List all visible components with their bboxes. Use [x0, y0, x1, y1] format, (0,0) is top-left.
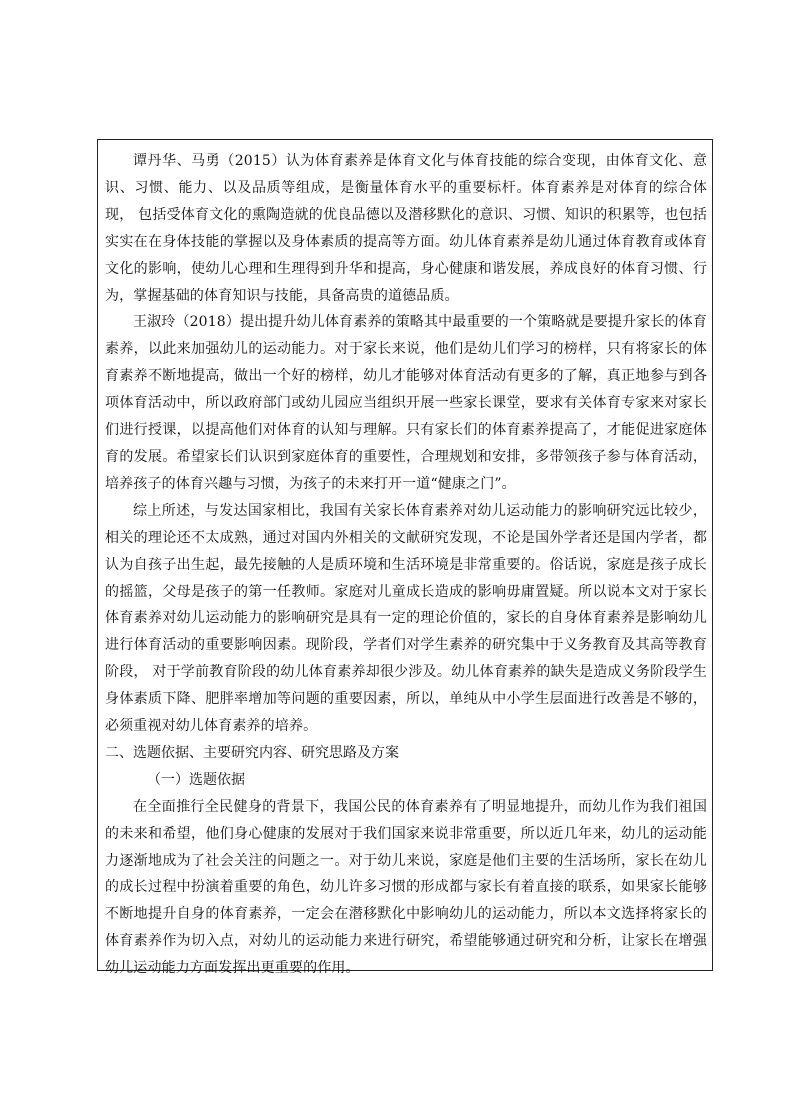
content-frame: [97, 139, 713, 977]
paragraph-summary: 综上所述，与发达国家相比，我国有关家长体育素养对幼儿运动能力的影响研究远比较少，相关的理论还不太成熟，通过对国内外相关的文献研究发现，不论是国外学者还是国内学者，都认为自孩子出生起，最先接触的人是质环境和生活环境是非常重要的。俗话说，家庭是孩子成长的摇篮，父母是孩子的第一任教师。家庭对儿童成长造成的影响毋庸置疑。所以说本文对于家长体育素养对幼儿运动能力的影响研究是具有一定的理论价值的，家长的自身体育素养是影响幼儿进行体育活动的重要影响因素。现阶段，学者们对学生素养的研究集中于义务教育及其高等教育阶段， 对于学前教育阶段的幼儿体育素养却很少涉及。幼儿体育素养的缺失是造成义务阶段学生身体素质下降、肥胖率增加等问题的重要因素，所以，单纯从中小学生层面进行改善是不够的，必须重视对幼儿体育素养的培养。: [105, 502, 707, 735]
subsection-heading: （一）选题依据: [147, 771, 245, 788]
paragraph-tan-danhua: 谭丹华、马勇（2015）认为体育素养是体育文化与体育技能的综合变现，由体育文化、意识、习惯、能力、以及品质等组成，是衡量体育水平的重要标杆。体育素养是对体育的综合体现， 包括受体育文化的熏陶造就的优良品德以及潜移默化的意识、习惯、知识的积累等，也包括实实在在身体技能的掌握以及身体素质的提高等方面。幼儿体育素养是幼儿通过体育教育或体育文化的影响，使幼儿心理和生理得到升华和提高，身心健康和谐发展，养成良好的体育习惯、行为，掌握基础的体育知识与技能，具备高贵的道德品质。: [105, 153, 707, 304]
section-heading: 二、选题依据、主要研究内容、研究思路及方案: [105, 744, 399, 761]
paragraph-topic-basis: 在全面推行全民健身的背景下，我国公民的体育素养有了明显地提升，而幼儿作为我们祖国的未来和希望，他们身心健康的发展对于我们国家来说非常重要，所以近几年来，幼儿的运动能力逐渐地成为了社会关注的问题之一。对于幼儿来说，家庭是他们主要的生活场所，家长在幼儿的成长过程中扮演着重要的角色，幼儿许多习惯的形成都与家长有着直接的联系，如果家长能够不断地提升自身的体育素养，一定会在潜移默化中影响幼儿的运动能力，所以本文选择将家长的体育素养作为切入点，对幼儿的运动能力来进行研究，希望能够通过研究和分析，让家长在增强幼儿运动能力方面发挥出更重要的作用。: [105, 798, 707, 977]
paragraph-wang-shuling: 王淑玲（2018）提出提升幼儿体育素养的策略其中最重要的一个策略就是要提升家长的体育素养，以此来加强幼儿的运动能力。对于家长来说，他们是幼儿们学习的榜样，只有将家长的体育素养不断地提高，做出一个好的榜样，幼儿才能够对体育活动有更多的了解，真正地参与到各项体育活动中，所以政府部门或幼儿园应当组织开展一些家长课堂，要求有关体育专家来对家长们进行授课，以提高他们对体育的认知与理解。只有家长们的体育素养提高了，才能促进家庭体育的发展。希望家长们认识到家庭体育的重要性，合理规划和安排，多带领孩子参与体育活动，培养孩子的体育兴趣与习惯，为孩子的未来打开一道“健康之门”。: [105, 314, 707, 492]
